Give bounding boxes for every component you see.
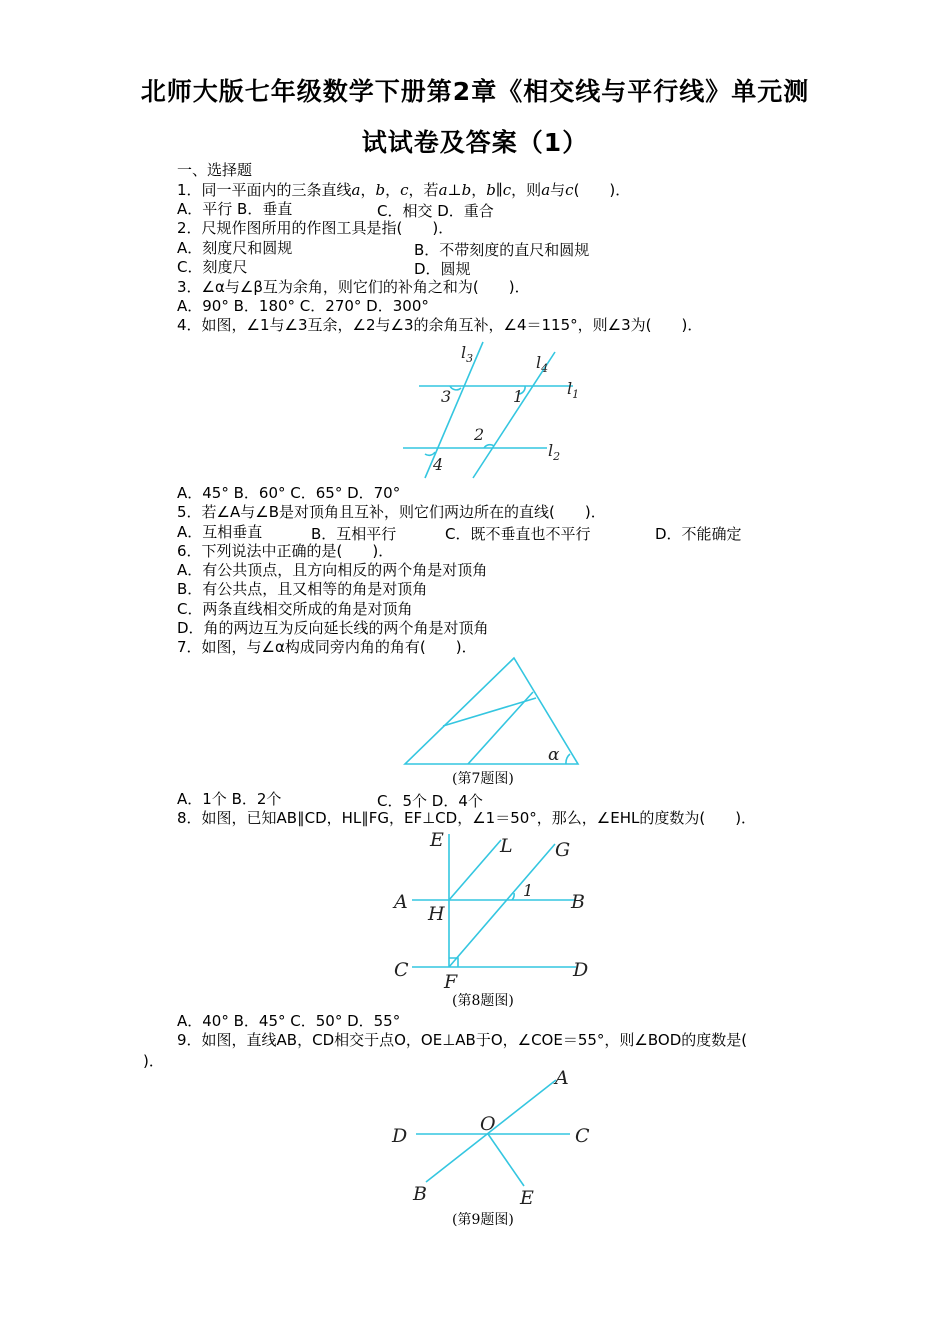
q5-option-d: D．不能确定	[655, 525, 742, 543]
title-line-2: 试试卷及答案（1）	[361, 128, 589, 157]
label-alpha: α	[548, 745, 560, 765]
q3-stem: 3．∠α与∠β互为余角，则它们的补角之和为( )．	[177, 278, 530, 296]
q5-option-a: A．互相垂直	[177, 523, 263, 541]
q1-if: ，若	[408, 181, 439, 199]
q7-options-cd: C．5个 D．4个	[377, 792, 483, 810]
label-l: L	[500, 835, 513, 857]
label-l2: $l_2$	[548, 441, 561, 463]
label-f: F	[444, 971, 458, 991]
section-heading: 一、选择题	[177, 161, 253, 179]
label-b: B	[571, 891, 585, 913]
q5-option-b: B．互相平行	[311, 525, 397, 543]
q4-figure	[395, 334, 595, 482]
q1-comma: ，	[471, 181, 487, 199]
label-c: C	[575, 1125, 590, 1147]
q2-option-c: C．刻度尺	[177, 258, 248, 276]
q6-option-c: C．两条直线相交所成的角是对顶角	[177, 600, 413, 618]
q9-stem: 9．如图，直线AB，CD相交于点O，OE⊥AB于O，∠COE＝55°，则∠BOD的度数是(	[177, 1031, 748, 1049]
q2-option-a: A．刻度尺和圆规	[177, 239, 293, 257]
label-b: B	[413, 1183, 427, 1205]
label-a: A	[394, 891, 408, 913]
q7-options-ab: A．1个 B．2个	[177, 790, 282, 808]
q1-var-c: c	[400, 181, 409, 199]
q3-options: A．90° B．180° C．270° D．300°	[177, 297, 429, 315]
line-fg	[449, 844, 555, 967]
q1-var-a: a	[351, 181, 361, 199]
q1-comma: ，	[360, 181, 376, 199]
q7-figure	[398, 652, 588, 770]
q1-options-ab: A．平行 B．垂直	[177, 200, 293, 218]
q1-cond-2: b∥c	[486, 181, 512, 199]
label-angle-1: 1	[513, 387, 524, 406]
label-l1: $l_1$	[567, 379, 580, 401]
q9-caption: (第9题图)	[452, 1212, 514, 1228]
q1-blank: ( )．	[573, 181, 631, 199]
q6-option-d: D．角的两边互为反向延长线的两个角是对顶角	[177, 619, 489, 637]
angle-alpha-arc	[566, 754, 570, 764]
label-l3: $l_3$	[461, 343, 474, 365]
label-c: C	[394, 959, 409, 981]
q1-options-cd: C．相交 D．重合	[377, 202, 494, 220]
q9-stem-end: )．	[143, 1052, 164, 1070]
label-angle-1: 1	[523, 881, 534, 900]
label-g: G	[555, 839, 571, 861]
q6-option-a: A．有公共顶点，且方向相反的两个角是对顶角	[177, 561, 488, 579]
q2-option-d: D．圆规	[414, 260, 471, 278]
q1-then: ，则	[511, 181, 542, 199]
q1-var-c: c	[565, 181, 574, 199]
q4-options: A．45° B．60° C．65° D．70°	[177, 484, 401, 502]
q1-stem	[177, 181, 630, 200]
label-d: D	[392, 1125, 408, 1147]
q6-option-b: B．有公共点，且又相等的角是对顶角	[177, 580, 428, 598]
q5-stem: 5．若∠A与∠B是对顶角且互补，则它们两边所在的直线( )．	[177, 503, 606, 521]
line-hl	[449, 840, 501, 900]
q9-figure	[388, 1064, 598, 1212]
label-l4: $l_4$	[536, 353, 549, 375]
label-angle-4: 4	[433, 455, 444, 474]
q8-options: A．40° B．45° C．50° D．55°	[177, 1012, 401, 1030]
q2-option-b: B．不带刻度的直尺和圆规	[414, 241, 590, 259]
q1-comma: ，	[385, 181, 401, 199]
line-oe	[488, 1134, 524, 1186]
q1-cond-1: a⊥b	[438, 181, 472, 199]
label-angle-2: 2	[474, 425, 485, 444]
q7-inner-line-2	[468, 692, 533, 764]
q6-stem: 6．下列说法中正确的是( )．	[177, 542, 394, 560]
title-line-1: 北师大版七年级数学下册第2章《相交线与平行线》单元测	[140, 77, 810, 106]
label-angle-3: 3	[441, 387, 452, 406]
q8-caption: (第8题图)	[452, 993, 514, 1009]
label-h: H	[428, 903, 445, 925]
q8-stem: 8．如图，已知AB∥CD，HL∥FG，EF⊥CD，∠1＝50°，那么，∠EHL的度数为( )．	[177, 809, 757, 827]
label-o: O	[480, 1113, 496, 1135]
q1-var-a: a	[541, 181, 551, 199]
q1-and: 与	[550, 181, 566, 199]
label-a: A	[555, 1067, 569, 1089]
q1-var-b: b	[375, 181, 386, 199]
label-e: E	[430, 829, 444, 851]
label-e: E	[520, 1187, 534, 1209]
label-d: D	[573, 959, 589, 981]
q7-caption: (第7题图)	[452, 771, 514, 787]
q8-figure	[388, 826, 598, 991]
q4-stem: 4．如图，∠1与∠3互余，∠2与∠3的余角互补，∠4＝115°，则∠3为( )．	[177, 316, 703, 334]
q2-stem: 2．尺规作图所用的作图工具是指( )．	[177, 219, 454, 237]
q1-stem-text: 1．同一平面内的三条直线	[177, 181, 352, 199]
q7-stem: 7．如图，与∠α构成同旁内角的角有( )．	[177, 638, 477, 656]
q7-inner-line-1	[443, 698, 536, 726]
q5-option-c: C．既不垂直也不平行	[445, 525, 591, 543]
